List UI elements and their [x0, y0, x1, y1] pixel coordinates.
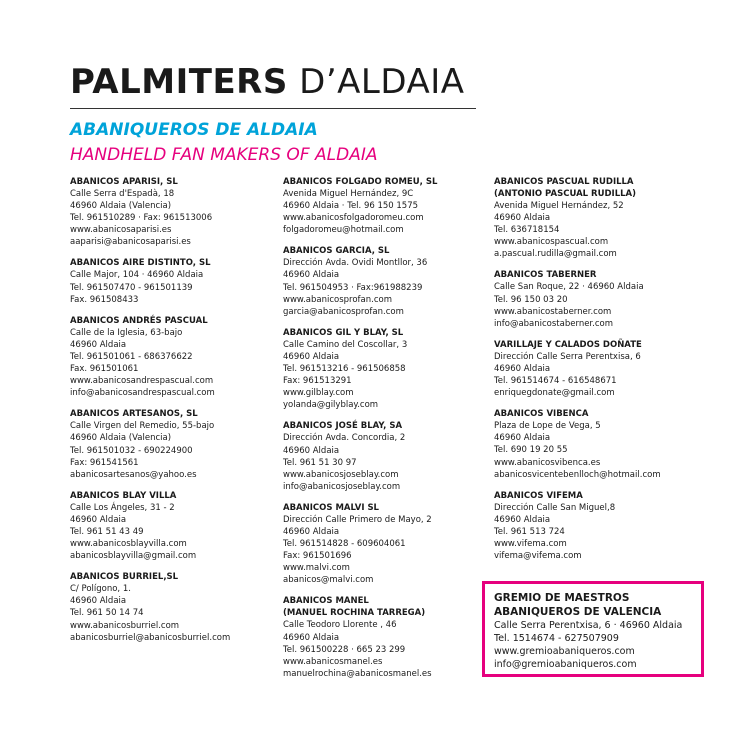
company-entry: [283, 502, 483, 587]
company-detail-line: Calle Teodoro Llorente , 46: [283, 620, 397, 631]
company-detail-line: Calle Los Ángeles, 31 - 2: [70, 502, 175, 513]
company-detail-line: www.vifema.com: [494, 538, 567, 549]
company-detail-line: Tel. 961500228 · 665 23 299: [283, 644, 406, 655]
company-detail-line: Calle de la Iglesia, 63-bajo: [70, 327, 183, 338]
company-detail-line: manuelrochina@abanicosmanel.es: [283, 668, 432, 679]
guild-name: ABANIQUEROS DE VALENCIA: [494, 606, 662, 618]
company-detail-line: Tel. 961 51 30 97: [283, 457, 357, 468]
company-name: ABANICOS PASCUAL RUDILLA: [494, 177, 634, 187]
company-detail-line: 46960 Aldaia: [494, 363, 551, 374]
company-name: ABANICOS MALVI SL: [283, 502, 379, 513]
company-entry: [494, 176, 724, 260]
company-detail-line: Avenida Miguel Hernández, 52: [494, 201, 624, 211]
company-name: (MANUEL ROCHINA TARREGA): [283, 608, 426, 619]
company-detail-line: 46960 Aldaia: [70, 339, 127, 350]
company-detail-line: www.abanicosandrespascual.com: [70, 376, 214, 387]
guild-name: GREMIO DE MAESTROS: [494, 592, 630, 604]
company-detail-line: 46960 Aldaia: [494, 213, 551, 224]
title-divider: [70, 108, 476, 109]
subtitle-english: HANDHELD FAN MAKERS OF ALDAIA: [70, 145, 378, 165]
company-detail-line: Fax: 961501696: [283, 551, 352, 562]
company-name: ABANICOS BLAY VILLA: [70, 490, 177, 501]
company-entry: [70, 408, 270, 480]
company-detail-line: Plaza de Lope de Vega, 5: [494, 421, 601, 432]
company-detail-line: www.abanicostaberner.com: [494, 306, 612, 317]
company-entry: [494, 408, 724, 480]
company-name: ABANICOS VIFEMA: [494, 490, 583, 501]
company-name: ABANICOS VIBENCA: [494, 409, 589, 420]
company-detail-line: www.malvi.com: [283, 563, 350, 574]
company-detail-line: enriquegdonate@gmail.com: [494, 388, 615, 399]
company-detail-line: yolanda@gilyblay.com: [283, 400, 379, 411]
company-detail-line: vifema@vifema.com: [494, 551, 582, 562]
company-name: ABANICOS TABERNER: [494, 270, 597, 281]
company-detail-line: Tel. 961501061 - 686376622: [70, 351, 193, 362]
title-bold: PALMITERS: [70, 62, 288, 102]
company-name: ABANICOS ANDRÉS PASCUAL: [70, 315, 208, 326]
company-detail-line: Dirección Calle San Miguel,8: [494, 502, 616, 513]
guild-detail-line: www.gremioabaniqueros.com: [494, 646, 635, 657]
company-detail-line: abanicosartesanos@yahoo.es: [70, 469, 197, 480]
company-detail-line: 46960 Aldaia: [494, 433, 551, 444]
company-detail-line: www.abanicosaparisi.es: [70, 225, 172, 236]
company-detail-line: info@abanicostaberner.com: [494, 318, 614, 329]
company-detail-line: Dirección Avda. Ovidi Montllor, 36: [283, 258, 428, 269]
company-detail-line: Avenida Miguel Hernández, 9C: [283, 189, 414, 199]
company-detail-line: Calle Serra d'Espadà, 18: [70, 189, 175, 199]
company-detail-line: www.abanicosblayvilla.com: [70, 539, 187, 550]
company-detail-line: Tel. 961514828 - 609604061: [283, 539, 406, 550]
company-detail-line: www.abanicosmanel.es: [283, 656, 383, 667]
company-detail-line: info@abanicosjoseblay.com: [283, 481, 401, 492]
company-entry: [494, 269, 724, 329]
company-entry: [283, 420, 483, 492]
company-entry: [70, 315, 270, 400]
company-detail-line: C/ Polígono, 1.: [70, 584, 131, 595]
guild-detail-line: Calle Serra Perentxisa, 6 · 46960 Aldaia: [494, 620, 683, 631]
company-name: VARILLAJE Y CALADOS DOÑATE: [494, 339, 642, 350]
company-entry: [283, 245, 483, 317]
company-detail-line: www.gilblay.com: [283, 388, 354, 399]
company-detail-line: 46960 Aldaia: [70, 514, 127, 525]
company-detail-line: 46960 Aldaia: [283, 270, 340, 281]
company-detail-line: Tel. 961501032 - 690224900: [70, 445, 193, 456]
company-detail-line: abanicos@malvi.com: [283, 575, 374, 586]
company-detail-line: Tel. 636718154: [494, 225, 560, 236]
company-detail-line: Tel. 961 50 14 74: [70, 608, 144, 619]
company-entry: [283, 595, 483, 679]
company-detail-line: Dirección Calle Primero de Mayo, 2: [283, 514, 432, 525]
directory-column-3: [494, 176, 724, 571]
company-entry: [70, 571, 270, 643]
company-name: ABANICOS GIL Y BLAY, SL: [283, 327, 404, 338]
company-name: ABANICOS FOLGADO ROMEU, SL: [283, 177, 438, 187]
company-detail-line: abanicosblayvilla@gmail.com: [70, 551, 197, 562]
company-detail-line: abanicosvicentebenlloch@hotmail.com: [494, 469, 661, 480]
company-detail-line: aaparisi@abanicosaparisi.es: [70, 237, 191, 248]
company-detail-line: 46960 Aldaia (Valencia): [70, 201, 172, 212]
company-detail-line: Calle Virgen del Remedio, 55-bajo: [70, 421, 215, 432]
company-detail-line: Tel. 961504953 · Fax:961988239: [283, 282, 423, 293]
guild-detail-line: Tel. 1514674 - 627507909: [494, 633, 619, 644]
company-detail-line: 46960 Aldaia: [70, 596, 127, 607]
directory-column-1: [70, 176, 270, 653]
company-detail-line: Calle San Roque, 22 · 46960 Aldaia: [494, 282, 644, 293]
company-detail-line: www.abanicosprofan.com: [283, 294, 392, 305]
company-detail-line: 46960 Aldaia: [494, 514, 551, 525]
company-detail-line: Tel. 961514674 - 616548671: [494, 376, 617, 387]
company-detail-line: 46960 Aldaia · Tel. 96 150 1575: [283, 201, 419, 212]
company-name: ABANICOS GARCIA, SL: [283, 246, 390, 257]
company-detail-line: Tel. 961507470 - 961501139: [70, 282, 193, 293]
company-detail-line: Dirección Avda. Concordia, 2: [283, 433, 406, 444]
company-detail-line: Tel. 961 51 43 49: [70, 526, 144, 537]
company-entry: [283, 327, 483, 412]
guild-contact-box: [482, 581, 704, 677]
company-detail-line: Tel. 96 150 03 20: [494, 294, 568, 305]
company-entry: [70, 176, 270, 248]
company-detail-line: Calle Major, 104 · 46960 Aldaia: [70, 270, 204, 281]
guild-detail-line: info@gremioabaniqueros.com: [494, 659, 637, 670]
title-light: D’ALDAIA: [299, 62, 465, 102]
company-detail-line: garcia@abanicosprofan.com: [283, 306, 404, 317]
company-detail-line: www.abanicospascual.com: [494, 237, 609, 248]
company-name: ABANICOS AIRE DISTINTO, SL: [70, 258, 211, 269]
company-detail-line: Tel. 961513216 - 961506858: [283, 364, 406, 375]
company-name: ABANICOS APARISI, SL: [70, 177, 178, 187]
company-name: ABANICOS MANEL: [283, 596, 369, 607]
company-detail-line: 46960 Aldaia: [283, 351, 340, 362]
company-detail-line: www.abanicosfolgadoromeu.com: [283, 213, 424, 224]
company-detail-line: Fax. 961508433: [70, 294, 139, 305]
company-detail-line: abanicosburriel@abanicosburriel.com: [70, 632, 231, 643]
company-detail-line: Tel. 961510289 · Fax: 961513006: [70, 213, 213, 224]
company-detail-line: Fax: 961513291: [283, 376, 352, 387]
company-detail-line: folgadoromeu@hotmail.com: [283, 225, 404, 236]
company-detail-line: 46960 Aldaia: [283, 445, 340, 456]
company-detail-line: 46960 Aldaia (Valencia): [70, 433, 172, 444]
company-detail-line: Tel. 961 513 724: [494, 526, 565, 537]
company-entry: [70, 490, 270, 562]
page-title: [70, 60, 465, 104]
subtitle-spanish: ABANIQUEROS DE ALDAIA: [70, 120, 318, 140]
company-entry: [494, 490, 724, 562]
company-detail-line: Tel. 690 19 20 55: [494, 445, 568, 456]
company-name: ABANICOS JOSÉ BLAY, SA: [283, 421, 403, 432]
company-name: (ANTONIO PASCUAL RUDILLA): [494, 189, 637, 199]
company-detail-line: Fax: 961541561: [70, 457, 139, 468]
company-name: ABANICOS BURRIEL,SL: [70, 572, 179, 583]
company-detail-line: www.abanicosjoseblay.com: [283, 469, 399, 480]
company-detail-line: Dirección Calle Serra Perentxisa, 6: [494, 351, 641, 362]
company-detail-line: Calle Camino del Coscollar, 3: [283, 339, 408, 350]
company-detail-line: Fax. 961501061: [70, 364, 139, 375]
company-detail-line: 46960 Aldaia: [283, 526, 340, 537]
company-detail-line: www.abanicosburriel.com: [70, 620, 180, 631]
company-entry: [494, 339, 724, 399]
company-detail-line: a.pascual.rudilla@gmail.com: [494, 249, 617, 260]
company-detail-line: info@abanicosandrespascual.com: [70, 388, 215, 399]
company-detail-line: www.abanicosvibenca.es: [494, 457, 601, 468]
company-name: ABANICOS ARTESANOS, SL: [70, 409, 198, 420]
company-entry: [283, 176, 483, 236]
company-detail-line: 46960 Aldaia: [283, 632, 340, 643]
directory-column-2: [283, 176, 483, 689]
company-entry: [70, 257, 270, 305]
